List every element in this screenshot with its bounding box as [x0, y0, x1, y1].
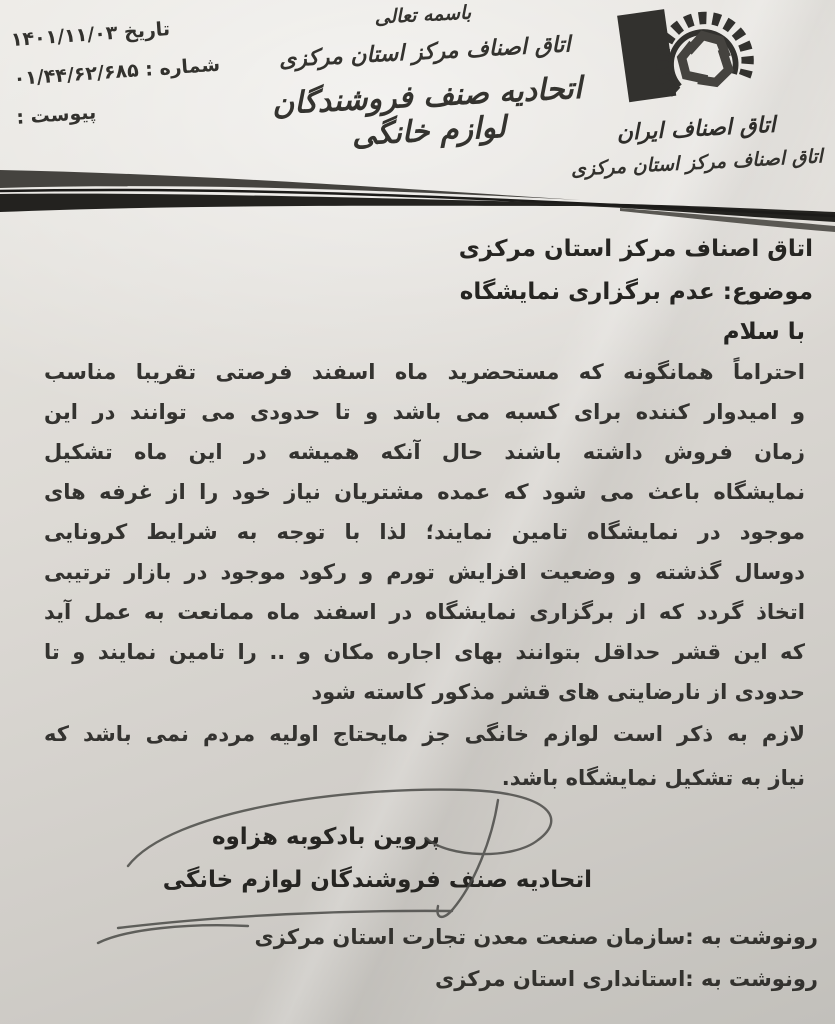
- body-text-line: حدودی از نارضایتی های قشر مذکور کاسته شود: [311, 680, 805, 704]
- body-text-line: که این قشر حداقل بتوانند بهای اجاره مکان و .. را تامین نمایند و تا: [44, 640, 805, 664]
- cc-line: رونوشت به :سازمان صنعت معدن تجارت استان مرکزی: [254, 925, 818, 949]
- logo-subtitle-text: اتاق اصناف مرکز استان مرکزی: [570, 145, 824, 181]
- recipient-line: اتاق اصناف مرکز استان مرکزی: [458, 236, 813, 262]
- date-line: تاریخ ۱۴۰۱/۱۱/۰۳: [10, 18, 171, 52]
- body-text-line: موجود در نمایشگاه تامین نمایند؛ لذا با توجه به شرایط کرونایی: [44, 520, 805, 544]
- body-paragraph-2: [44, 712, 805, 800]
- signer-organization: اتحادیه صنف فروشندگان لوازم خانگی: [162, 867, 592, 893]
- signer-name: پروین بادکوبه هزاوه: [211, 824, 440, 850]
- logo-title-text: اتاق اصناف ایران: [616, 111, 777, 147]
- swoosh-divider: [0, 164, 835, 234]
- letterhead-logo-block: [565, 0, 824, 180]
- body-text-line: لازم به ذکر است لوازم خانگی جز مایحتاج اولیه مردم نمی باشد که: [44, 722, 805, 746]
- subject-line: موضوع: عدم برگزاری نمایشگاه: [459, 279, 813, 305]
- signature-block: [142, 824, 592, 893]
- body-text-line: دوسال گذشته و وضعیت افزایش تورم و رکود موجود در بازار ترتیبی: [44, 560, 805, 584]
- letter-meta-block: [10, 11, 276, 146]
- number-line: شماره : ۰۱/۴۴/۶۲/۶۸۵: [12, 53, 221, 90]
- body-text-line: زمان فروش داشته باشند حال آنکه همیشه در این ماه تشکیل: [44, 440, 805, 464]
- salutation-line: با سلام: [722, 319, 805, 345]
- body-text-line: نمایشگاه باعث می شود که عمده مشتریان نیاز خود را از غرفه های: [44, 480, 805, 504]
- body-text-line: و امیدوار کننده برای کسبه می باشد و تا حدودی می توانند در این: [44, 400, 805, 424]
- body-paragraph-1: [44, 352, 805, 712]
- cc-line: رونوشت به :استانداری استان مرکزی: [434, 967, 818, 991]
- attachment-line: پیوست :: [15, 101, 97, 129]
- besmellah-text: باسمه تعالی: [373, 1, 472, 29]
- letterhead-center: [248, 0, 603, 158]
- letterhead-union-text: اتحادیه صنف فروشندگان لوازم خانگی: [271, 70, 583, 153]
- body-text-line: اتخاذ گردد که از برگزاری نمایشگاه در اسفند ماه ممانعت به عمل آید: [44, 600, 805, 624]
- body-text-line: احتراماً همانگونه که مستحضرید ماه اسفند فرصتی تقریبا مناسب: [44, 360, 805, 384]
- letterhead-org-text: اتاق اصناف مرکز استان مرکزی: [278, 31, 572, 73]
- cc-block: [255, 916, 818, 1000]
- guilds-chamber-emblem-icon: [615, 0, 771, 118]
- body-text-line: نیاز به تشکیل نمایشگاه باشد.: [501, 766, 805, 790]
